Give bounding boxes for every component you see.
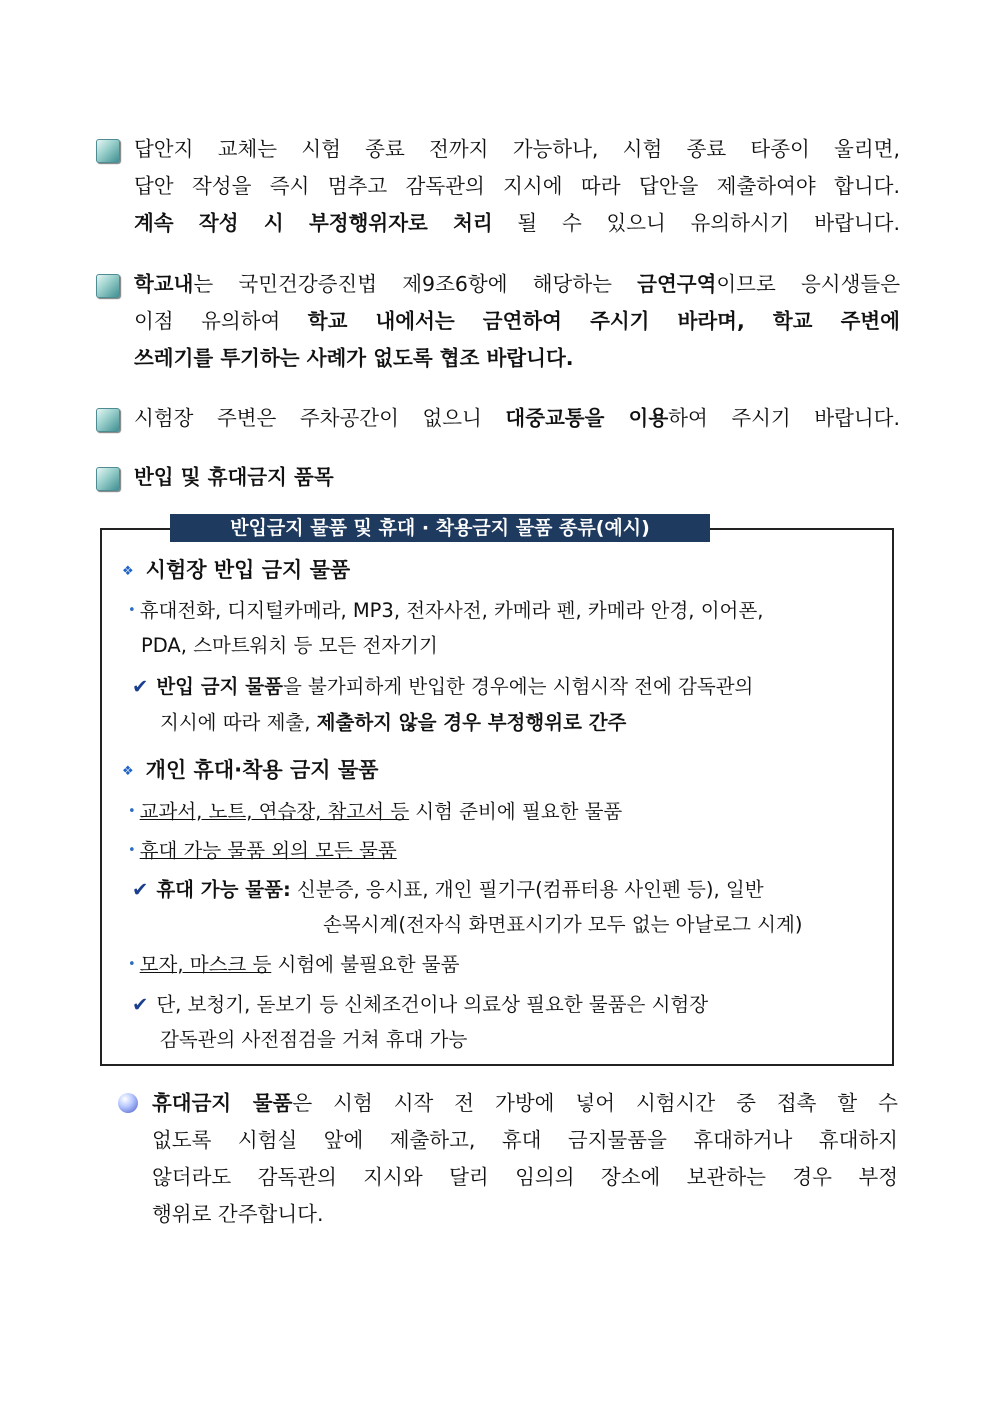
text-span: 개인 휴대·착용 금지 물품 <box>145 758 379 782</box>
notice-answer-sheet <box>96 131 900 242</box>
notice-no-smoking <box>96 266 900 377</box>
text-span: 신분증, 응시표, 개인 필기구(컴퓨터용 사인펜 등), 일반 <box>290 878 764 901</box>
text-span: 단, 보청기, 돋보기 등 신체조건이나 의료상 필요한 물품은 시험장 <box>156 993 709 1016</box>
text-line <box>96 303 900 340</box>
list-item <box>128 948 459 982</box>
text-line <box>96 205 900 242</box>
note-item-continuation <box>160 706 626 740</box>
note-item <box>132 873 764 907</box>
text-span: 감독관의 사전점검을 거쳐 휴대 가능 <box>160 1028 468 1051</box>
square-bullet-icon <box>96 408 120 432</box>
heading-text <box>96 459 900 496</box>
square-bullet-icon <box>96 139 120 163</box>
checkmark-icon: ✔ <box>132 993 149 1016</box>
text-span: 는 국민건강증진법 제9조6항에 해당하는 <box>193 272 638 296</box>
dot-bullet-icon: • <box>128 603 136 618</box>
text-span: 손목시계(전자식 화면표시기가 모두 없는 아날로그 시계) <box>323 913 803 936</box>
bold-text: 휴대금지 물품 <box>152 1091 293 1115</box>
text-line: 답안 작성을 즉시 멈추고 감독관의 지시에 따라 답안을 제출하여야 합니다. <box>134 174 900 198</box>
text-span: 시험에 불필요한 물품 <box>271 953 460 976</box>
note-item-continuation <box>160 1023 467 1057</box>
notice-prohibited-items <box>118 1085 898 1233</box>
text-span: 시험 준비에 필요한 물품 <box>409 800 623 823</box>
dot-bullet-icon: • <box>128 804 136 819</box>
notice-parking <box>96 400 900 437</box>
text-span: 될 수 있으니 유의하시기 바랍니다. <box>492 211 900 235</box>
text-line: 않더라도 감독관의 지시와 달리 임의의 장소에 보관하는 경우 부정 <box>152 1165 898 1189</box>
list-item-continuation <box>141 629 438 663</box>
diamond-bullet-icon: ❖ <box>122 564 134 579</box>
underlined-text: 모자, 마스크 등 <box>139 953 272 976</box>
text-line <box>96 400 900 437</box>
text-span: 을 불가피하게 반입한 경우에는 시험시작 전에 감독관의 <box>282 675 754 698</box>
list-item <box>128 834 397 868</box>
text-span: 이점 유의하여 <box>134 309 308 333</box>
square-bullet-icon <box>96 274 120 298</box>
underlined-text: 교과서, 노트, 연습장, 참고서 등 <box>139 800 410 823</box>
list-item <box>128 594 763 628</box>
bold-text: 휴대 가능 물품: <box>156 878 291 901</box>
bold-text: 쓰레기를 투기하는 사례가 없도록 협조 바랍니다. <box>134 346 574 370</box>
bold-text: 반입 금지 물품 <box>156 675 283 698</box>
subsection-title <box>122 553 350 589</box>
text-line <box>118 1085 898 1122</box>
text-line: 행위로 간주합니다. <box>152 1202 324 1226</box>
bold-text: 반입 및 휴대금지 품목 <box>134 465 334 489</box>
subsection-title <box>122 753 378 789</box>
note-item-continuation <box>323 908 802 942</box>
text-line: 답안지 교체는 시험 종료 전까지 가능하나, 시험 종료 타종이 울리면, <box>134 137 900 161</box>
text-span: 은 시험 시작 전 가방에 넣어 시험시간 중 접촉 할 수 <box>292 1091 898 1115</box>
diamond-bullet-icon: ❖ <box>122 764 134 779</box>
text-span: 시험장 반입 금지 물품 <box>145 558 351 582</box>
text-span: PDA, 스마트워치 등 모든 전자기기 <box>141 634 438 657</box>
checkmark-icon: ✔ <box>132 675 149 698</box>
dot-bullet-icon: • <box>128 957 136 972</box>
box-title: 반입금지 물품 및 휴대 · 착용금지 물품 종류(예시) <box>170 514 710 542</box>
text-span: 휴대전화, 디지털카메라, MP3, 전자사전, 카메라 펜, 카메라 안경, 이어폰, <box>139 599 764 622</box>
bold-text: 제출하지 않을 경우 부정행위로 간주 <box>316 711 627 734</box>
section-heading <box>96 459 900 496</box>
text-line: 없도록 시험실 앞에 제출하고, 휴대 금지물품을 휴대하거나 휴대하지 <box>152 1128 898 1152</box>
dot-bullet-icon: • <box>128 843 136 858</box>
text-span: 지시에 따라 제출, <box>160 711 317 734</box>
text-span: 이므로 응시생들은 <box>716 272 900 296</box>
text-line <box>96 340 900 377</box>
list-item <box>128 795 622 829</box>
underlined-text: 휴대 가능 물품 외의 모든 물품 <box>139 839 397 862</box>
bold-text: 대중교통을 이용 <box>505 406 669 430</box>
square-bullet-icon <box>96 467 120 491</box>
checkmark-icon: ✔ <box>132 878 149 901</box>
text-span: 시험장 주변은 주차공간이 없으니 <box>134 406 506 430</box>
note-item <box>132 988 708 1022</box>
round-bullet-icon <box>118 1093 138 1113</box>
bold-text: 학교내 <box>134 272 194 296</box>
bold-text: 계속 작성 시 부정행위자로 처리 <box>134 211 493 235</box>
text-span: 하여 주시기 바랍니다. <box>668 406 900 430</box>
bold-text: 금연구역 <box>637 272 717 296</box>
note-item <box>132 670 753 704</box>
bold-text: 학교 내에서는 금연하여 주시기 바라며, 학교 주변에 <box>307 309 900 333</box>
text-line <box>96 266 900 303</box>
